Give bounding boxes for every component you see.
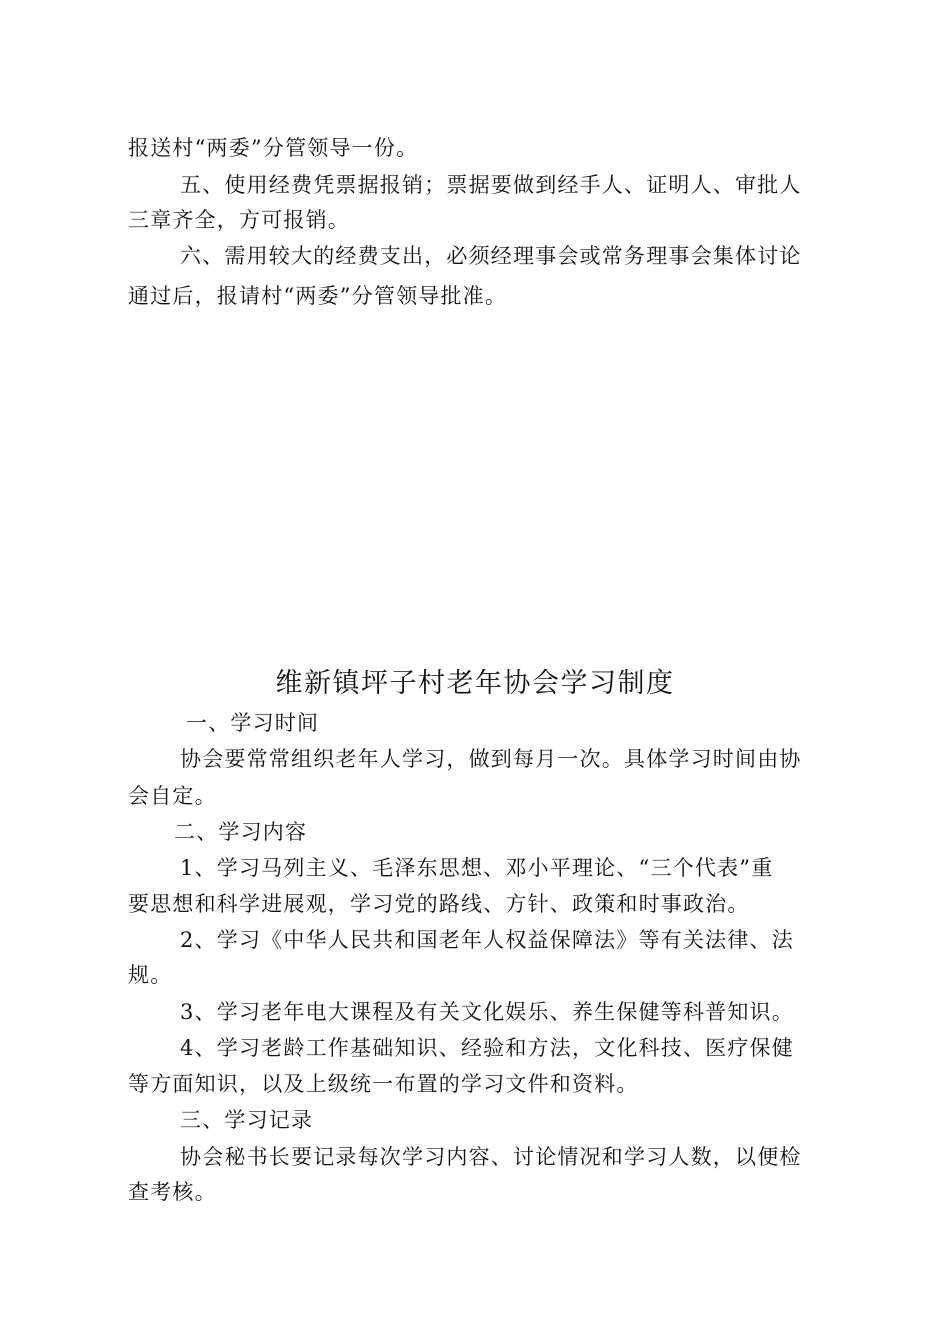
section-1-text-line-2: 会自定。: [128, 784, 217, 808]
section-2-heading: 二、学习内容: [174, 820, 308, 844]
section-3-heading: 三、学习记录: [180, 1108, 314, 1132]
item-4-line-2: 等方面知识，以及上级统一布置的学习文件和资料。: [128, 1072, 639, 1096]
item-1-line-1: 1、学习马列主义、毛泽东思想、邓小平理论、“三个代表”重: [180, 856, 774, 880]
item-2-line-1: 2、学习《中华人民共和国老年人权益保障法》等有关法律、法: [180, 928, 794, 952]
item-1-line-2: 要思想和科学进展观，学习党的路线、方针、政策和时事政治。: [128, 892, 750, 916]
item-2-line-2: 规。: [128, 963, 173, 987]
document-title: 维新镇坪子村老年协会学习制度: [275, 668, 675, 699]
section-3-text-line-2: 查考核。: [128, 1180, 217, 1204]
item-6-line-2: 通过后，报请村“两委”分管领导批准。: [128, 284, 508, 308]
item-5-line-2: 三章齐全，方可报销。: [128, 208, 350, 232]
item-5-line-1: 五、使用经费凭票据报销；票据要做到经手人、证明人、审批人: [180, 173, 802, 197]
section-3-text-line-1: 协会秘书长要记录每次学习内容、讨论情况和学习人数，以便检: [180, 1145, 802, 1169]
section-1-heading: 一、学习时间: [186, 711, 320, 735]
item-6-line-1: 六、需用较大的经费支出，必须经理事会或常务理事会集体讨论: [180, 244, 802, 268]
item-3-line-1: 3、学习老年电大课程及有关文化娱乐、养生保健等科普知识。: [180, 1000, 794, 1024]
section-1-text-line-1: 协会要常常组织老年人学习，做到每月一次。具体学习时间由协: [180, 747, 802, 771]
paragraph-continuation: 报送村“两委”分管领导一份。: [128, 136, 419, 160]
item-4-line-1: 4、学习老龄工作基础知识、经验和方法，文化科技、医疗保健: [180, 1036, 794, 1060]
